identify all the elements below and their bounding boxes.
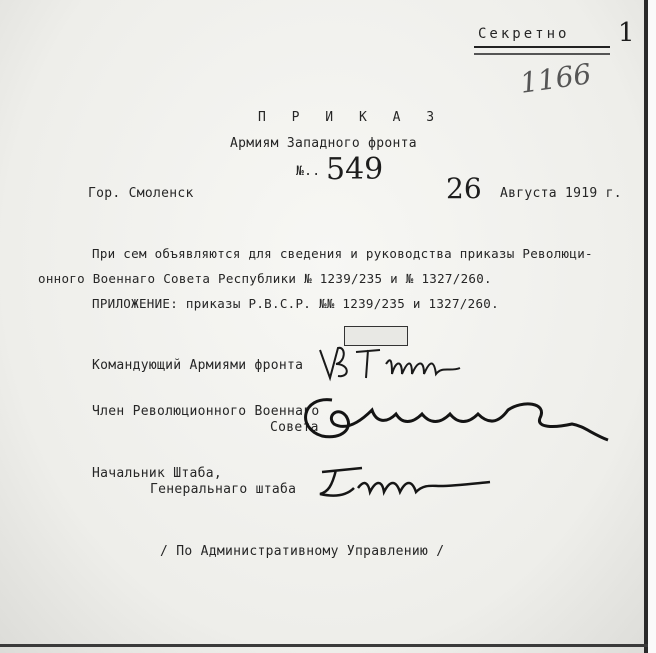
order-number-prefix: №.. — [296, 164, 321, 179]
signatory-chief-line-1: Начальник Штаба, — [92, 466, 223, 481]
page-border-right — [644, 0, 648, 653]
handwritten-note: 1166 — [518, 57, 594, 100]
secret-number: 1 — [618, 18, 635, 48]
secret-underline-2 — [474, 53, 610, 55]
page-edge — [648, 0, 656, 653]
footer-department: / По Административному Управлению / — [160, 544, 445, 559]
chief-signature — [314, 462, 494, 502]
body-line-1: При сем объявляются для сведения и руководства приказы Революци- — [92, 246, 593, 261]
signatory-chief-line-2: Генеральнаго штаба — [150, 482, 297, 497]
signatory-commander: Командующий Армиями фронта — [92, 358, 304, 373]
order-title: П Р И К А З — [258, 110, 444, 125]
secret-label: Секретно — [478, 26, 570, 42]
date-month-year: Августа 1919 г. — [500, 186, 622, 201]
signatory-member-line-2: Совета — [270, 420, 319, 435]
secret-underline — [474, 46, 610, 48]
order-number-handwritten: 549 — [326, 152, 384, 187]
member-signature — [292, 388, 612, 448]
commander-signature — [316, 342, 466, 386]
order-addressee: Армиям Западного фронта — [230, 136, 417, 151]
date-day-handwritten: 26 — [446, 172, 482, 205]
city-label: Гор. Смоленск — [88, 186, 194, 201]
body-attachment-line: ПРИЛОЖЕНИЕ: приказы Р.В.С.Р. №№ 1239/235 и 1327/260. — [92, 296, 499, 311]
body-line-2: онного Военнаго Совета Республики № 1239/235 и № 1327/260. — [38, 271, 492, 286]
page-border-bottom — [0, 644, 648, 647]
signatory-member-line-1: Член Революционного Военнаго — [92, 404, 320, 419]
